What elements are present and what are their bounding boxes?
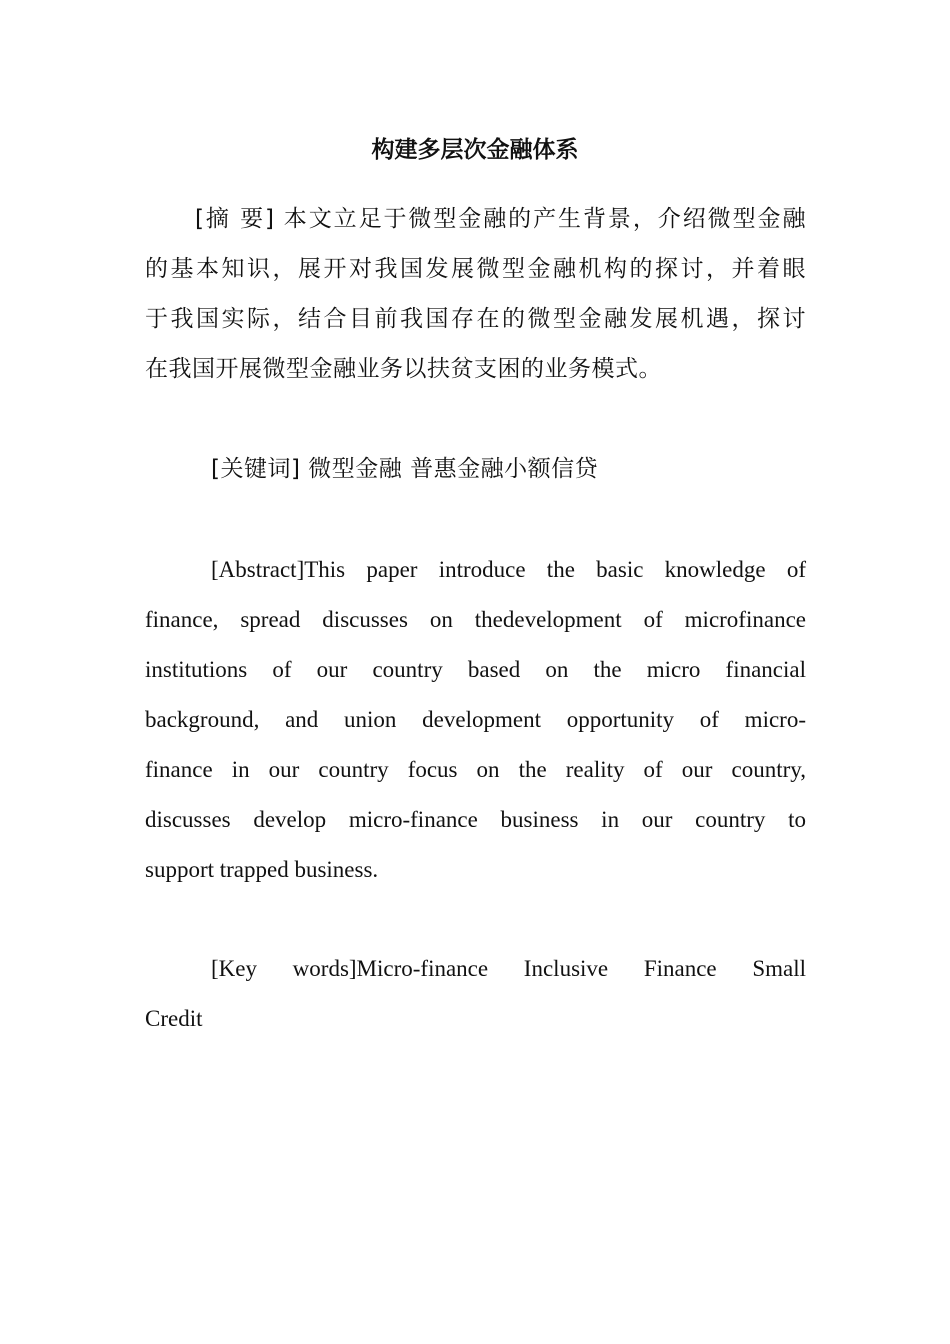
- chinese-abstract-line: [摘 要] 本文立足于微型金融的产生背景，介绍微型金融: [195, 206, 806, 232]
- english-abstract-line: finance in our country focus on the reality of our country,: [145, 757, 806, 782]
- english-keywords-line: Credit: [145, 1006, 203, 1031]
- chinese-abstract-line: 的基本知识，展开对我国发展微型金融机构的探讨，并着眼: [145, 256, 806, 282]
- document-title: 构建多层次金融体系: [371, 136, 579, 163]
- chinese-abstract-line: 于我国实际，结合目前我国存在的微型金融发展机遇，探讨: [145, 306, 806, 332]
- english-abstract-line: finance, spread discusses on thedevelopment of microfinance: [145, 607, 806, 632]
- english-abstract-line: institutions of our country based on the micro financial: [145, 657, 806, 682]
- english-abstract-line: [Abstract]This paper introduce the basic knowledge of: [211, 557, 806, 582]
- english-abstract-line: discusses develop micro-finance business in our country to: [145, 807, 806, 832]
- chinese-abstract: [145, 194, 806, 394]
- english-keywords-line: [Key words]Micro-finance Inclusive Finance Small: [211, 956, 806, 981]
- chinese-abstract-line: 在我国开展微型金融业务以扶贫支困的业务模式。: [145, 356, 662, 382]
- english-abstract-line: background, and union development opportunity of micro-: [145, 707, 806, 732]
- english-keywords: [145, 944, 806, 1044]
- chinese-keywords-line: [关键词] 微型金融 普惠金融小额信贷: [211, 456, 599, 482]
- english-abstract: [145, 545, 806, 895]
- english-abstract-line: support trapped business.: [145, 857, 379, 882]
- chinese-keywords: [145, 444, 806, 494]
